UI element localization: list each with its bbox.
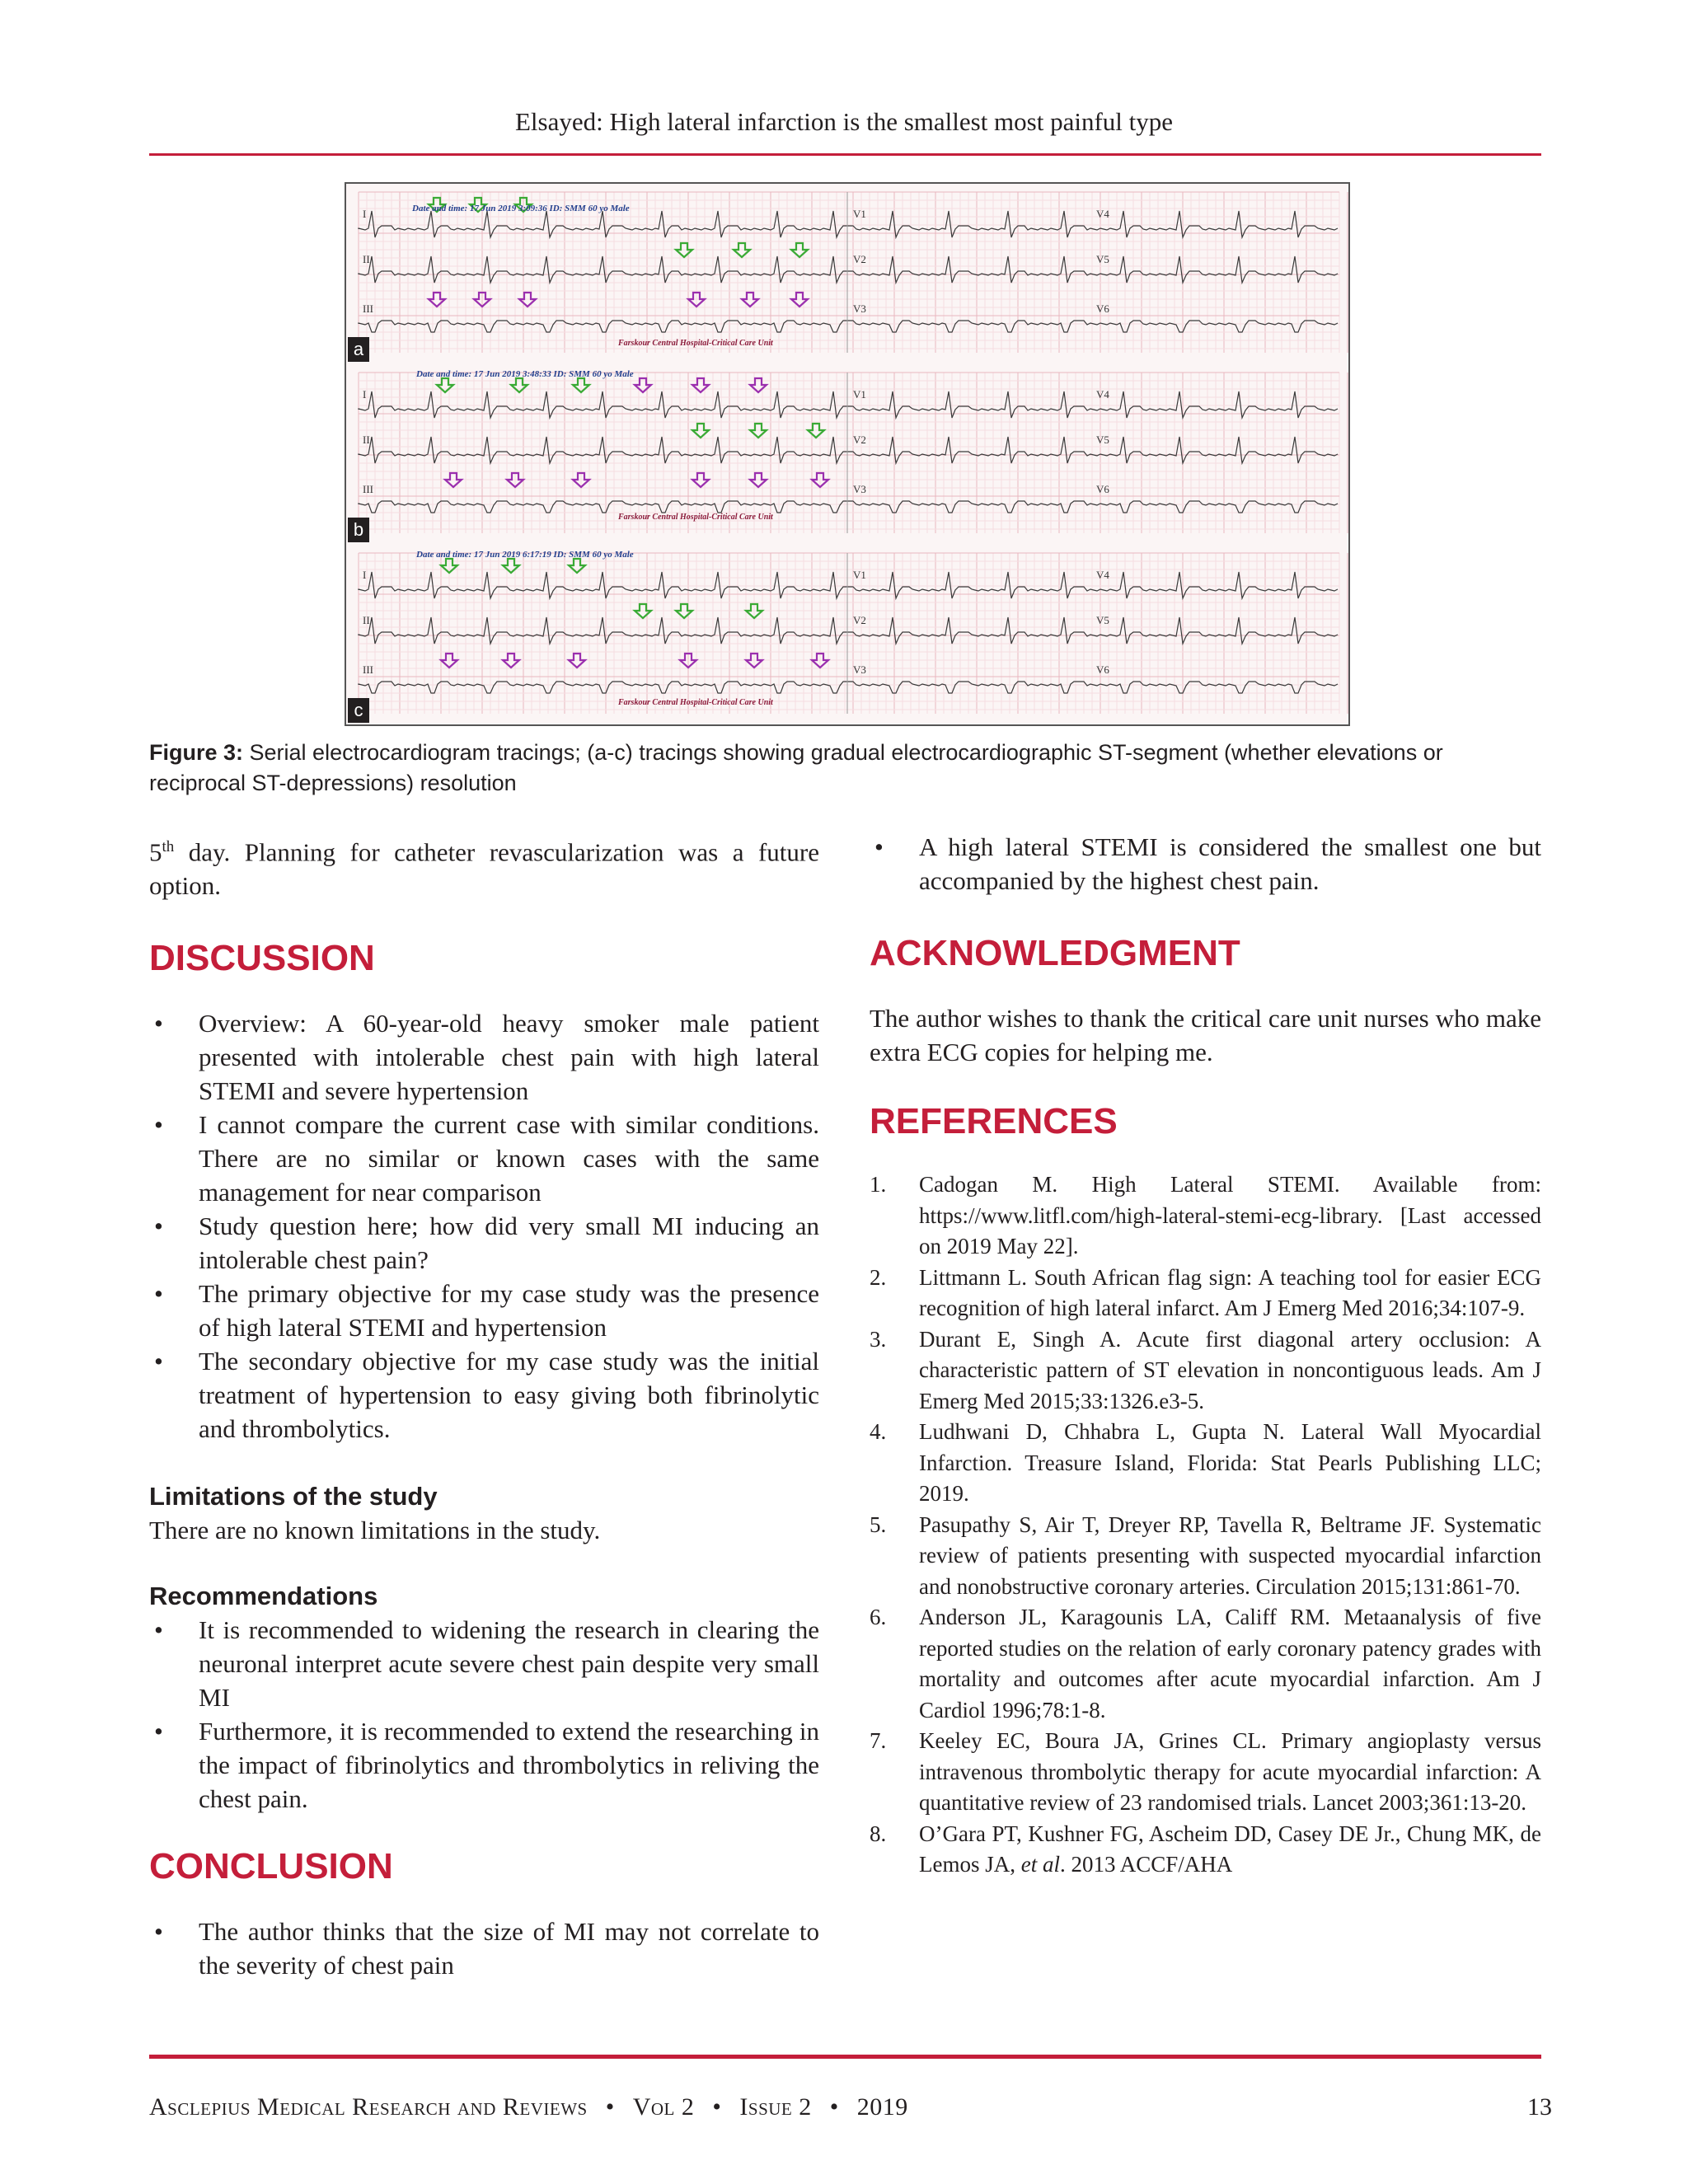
list-item: • Overview: A 60-year-old heavy smoker male patient presented with intolerable chest pain with high lateral STEMI and severe hypertension: [154, 1009, 819, 1106]
volume: Vol 2: [632, 2093, 695, 2121]
panel-label: c: [348, 698, 369, 723]
caption-text: Serial electrocardiogram tracings; (a-c) tracings showing gradual electrocardiographic ST-segment (whether elevations or reciprocal ST-depressions) resolution: [149, 740, 1443, 795]
svg-text:V5: V5: [1096, 614, 1109, 626]
reference-item: 5. Pasupathy S, Air T, Dreyer RP, Tavella R, Beltrame JF. Systematic review of patients presenting with suspected myocardial infarction and nonobstructive coronary arteries. Circulation 2015;131:861-70.: [870, 1511, 1541, 1599]
svg-text:V2: V2: [853, 614, 866, 626]
reference-item: 2. Littmann L. South African flag sign: A teaching tool for easier ECG recognition of high lateral infarct. Am J Emerg Med 2016;34:107-9.: [870, 1264, 1541, 1320]
conclusion-heading: CONCLUSION: [149, 1846, 393, 1887]
ecg-figure: [345, 182, 1350, 726]
header-rule: [149, 153, 1541, 156]
left-column: [149, 830, 819, 1982]
reference-item: 7. Keeley EC, Boura JA, Grines CL. Primary angioplasty versus intravenous thrombolytic therapy for acute myocardial infarction: A quantitative review of 23 randomised trials. Lancet 2003;361:13-20.: [870, 1728, 1541, 1815]
svg-text:II: II: [363, 614, 370, 626]
list-item: • The secondary objective for my case study was the initial treatment of hypertension to easy giving both fibrinolytic and thrombolytics.: [154, 1347, 819, 1444]
ecg-footer-text: Farskour Central Hospital-Critical Care Unit: [618, 339, 773, 348]
references-heading: REFERENCES: [870, 1101, 1118, 1141]
acknowledgment-text: The author wishes to thank the critical care unit nurses who make extra ECG copies for helping me.: [870, 1004, 1541, 1066]
svg-text:V4: V4: [1096, 388, 1109, 401]
ecg-date-line: Date and time: 17 Jun 2019 6:17:19 ID: SMM 60 yo Male: [416, 550, 634, 560]
ecg-footer-text: Farskour Central Hospital-Critical Care Unit: [618, 698, 773, 707]
limitations-heading: Limitations of the study: [149, 1482, 438, 1511]
svg-text:V5: V5: [1096, 253, 1109, 265]
svg-text:I: I: [363, 569, 367, 581]
ecg-tracing: [346, 364, 1348, 544]
reference-item: 3. Durant E, Singh A. Acute first diagonal artery occlusion: A characteristic pattern of ST elevation in noncontiguous leads. Am J Emerg Med 2015;33:1326.e3-5.: [870, 1326, 1541, 1413]
caption-label: Figure 3:: [149, 740, 244, 765]
list-item: • A high lateral STEMI is considered the smallest one but accompanied by the highest chest pain.: [874, 832, 1541, 895]
svg-text:I: I: [363, 208, 367, 220]
svg-text:II: II: [363, 253, 370, 265]
svg-text:V4: V4: [1096, 569, 1109, 581]
ecg-tracing: [346, 545, 1348, 724]
ecg-panel-b: [346, 364, 1348, 544]
ecg-panel-c: [346, 545, 1348, 724]
list-item: • Furthermore, it is recommended to extend the researching in the impact of fibrinolytics and thrombolytics in reliving the chest pain.: [154, 1717, 819, 1814]
journal-footer: Asclepius Medical Research and Reviews • Vol 2 • Issue 2 • 2019: [149, 2093, 908, 2121]
ecg-date-line: Date and time: 17 Jun 2019 3:09:36 ID: SMM 60 yo Male: [412, 204, 630, 213]
svg-text:III: III: [363, 302, 373, 315]
acknowledgment-heading: ACKNOWLEDGMENT: [870, 933, 1240, 973]
panel-label: b: [348, 518, 369, 542]
references-list: [870, 1169, 1541, 1881]
ecg-panel-a: [346, 184, 1348, 363]
list-item: • It is recommended to widening the research in clearing the neuronal interpret acute severe chest pain despite very small MI: [154, 1615, 819, 1713]
running-title: Elsayed: High lateral infarction is the smallest most painful type: [514, 107, 1174, 136]
svg-text:V6: V6: [1096, 483, 1109, 495]
recommendations-heading: Recommendations: [149, 1582, 378, 1611]
svg-text:V1: V1: [853, 208, 866, 220]
ecg-footer-text: Farskour Central Hospital-Critical Care Unit: [618, 513, 773, 522]
discussion-heading: DISCUSSION: [149, 938, 375, 979]
reference-item: 6. Anderson JL, Karagounis LA, Califf RM. Metaanalysis of five reported studies on the relation of early coronary patency grades with mortality and outcomes after acute myocardial infarction. Am J Cardiol 1996;78:1-8.: [870, 1605, 1541, 1722]
figure-caption: [149, 738, 1541, 799]
year: 2019: [856, 2093, 908, 2121]
right-column: [870, 830, 1541, 1881]
summary-list: [870, 830, 1541, 898]
conclusion-list: [149, 1915, 819, 1982]
list-item: • I cannot compare the current case with similar conditions. There are no similar or known cases with the same management for near comparison: [154, 1110, 819, 1207]
svg-text:V3: V3: [853, 663, 866, 676]
list-item: • The author thinks that the size of MI may not correlate to the severity of chest pain: [154, 1917, 819, 1980]
svg-text:V6: V6: [1096, 302, 1109, 315]
svg-text:V1: V1: [853, 569, 866, 581]
page-number: 13: [1527, 2093, 1552, 2121]
svg-text:V1: V1: [853, 388, 866, 401]
svg-text:V5: V5: [1096, 434, 1109, 446]
list-item: • The primary objective for my case study was the presence of high lateral STEMI and hypertension: [154, 1279, 819, 1343]
ecg-date-line: Date and time: 17 Jun 2019 3:48:33 ID: SMM 60 yo Male: [416, 369, 634, 379]
issue: Issue 2: [739, 2093, 812, 2121]
reference-item: 1. Cadogan M. High Lateral STEMI. Available from: https://www.litfl.com/high-lateral-stemi-ecg-library. [Last accessed on 2019 May 22].: [870, 1172, 1541, 1258]
footer-rule: [149, 2055, 1541, 2059]
intro-paragraph: 5th day. Planning for catheter revascularization was a future option.: [149, 837, 819, 901]
reference-item: 4. Ludhwani D, Chhabra L, Gupta N. Lateral Wall Myocardial Infarction. Treasure Island, Florida: Stat Pearls Publishing LLC; 2019.: [870, 1419, 1541, 1506]
svg-text:V3: V3: [853, 483, 866, 495]
svg-text:III: III: [363, 483, 373, 495]
svg-text:III: III: [363, 663, 373, 676]
svg-text:V4: V4: [1096, 208, 1109, 220]
reference-item: 8. O’Gara PT, Kushner FG, Ascheim DD, Casey DE Jr., Chung MK, de Lemos JA, et al. 2013 ACCF/AHA: [870, 1821, 1541, 1877]
list-item: • Study question here; how did very small MI inducing an intolerable chest pain?: [154, 1212, 819, 1275]
limitations-text: There are no known limitations in the study.: [149, 1516, 601, 1545]
svg-text:V6: V6: [1096, 663, 1109, 676]
journal-name: Asclepius Medical Research and Reviews: [149, 2093, 588, 2121]
svg-text:V2: V2: [853, 434, 866, 446]
recommendations-list: [149, 1613, 819, 1816]
discussion-list: [149, 1006, 819, 1446]
svg-text:V3: V3: [853, 302, 866, 315]
svg-text:I: I: [363, 388, 367, 401]
panel-label: a: [348, 337, 369, 362]
svg-text:V2: V2: [853, 253, 866, 265]
svg-text:II: II: [363, 434, 370, 446]
